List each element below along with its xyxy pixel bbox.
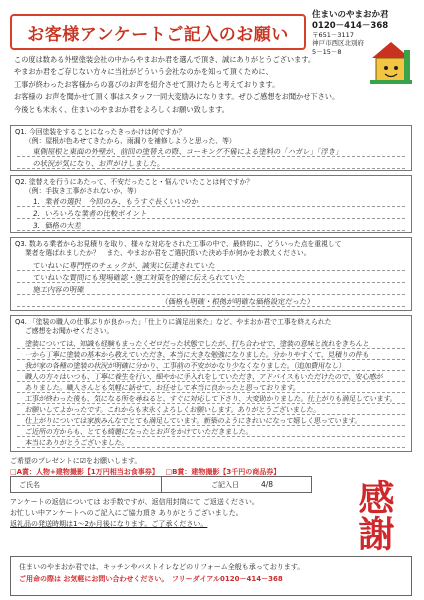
answer-4-line: 塗装については、知識も経験もまったくゼロだった状態でしたが、打ち合わせで、塗装の意味と流れをきちんと <box>24 339 370 348</box>
answer-2-line-2: 2．いろいろな業者の比較ポイント <box>32 209 148 218</box>
divider <box>161 477 162 492</box>
company-address: 神戸市西区北別府 <box>312 39 364 48</box>
answer-4-line: ありました。職人さんとも気軽に話せて、お任せして本当に良かったと思っております。 <box>24 383 301 392</box>
intro-line: 今後とも末永く、住まいのやまおか君をよろしくお願い致します。 <box>14 104 229 114</box>
answer-4-line: 工事が終わった後も、気になる所を尋ねると、すぐに対応して下さり、大変助かりました。仕上がりも満足しています。 <box>24 394 398 403</box>
answer-3-line-3: 施工内容の明確 <box>32 285 85 294</box>
answer-4-line: 仕上がりについては家族みんなでとても満足しています。新築のようにきれいになって嬉しく思っています。 <box>24 416 363 425</box>
bottom-line: 住まいのやまおか君では、キッチンやバストイレなどのリフォーム全般も承っております。 <box>19 563 305 571</box>
mascot-house-icon <box>366 36 416 88</box>
question-1-example: （例：屋根が色あせてきたから、雨漏りを補修しようと思った、等） <box>25 137 236 145</box>
company-address-num: 5－15－8 <box>312 47 342 56</box>
present-option-b[interactable]: □B賞：建物撮影【3千円の商品券】 <box>165 468 281 476</box>
question-3-box <box>10 237 412 311</box>
present-section <box>10 456 280 478</box>
question-2: Q2. 塗替えを行うにあたって、不安だったこと・悩んでいたことは何ですか？ <box>15 178 254 186</box>
answer-3-line-2: ていねいな質問にも現場確認・施工対策を的確に伝えられていた <box>32 273 246 282</box>
title-text: お客様アンケートご記入のお願い <box>27 24 289 45</box>
kansha-text: 感謝 <box>353 479 395 551</box>
answer-4-line: 一から丁寧に塗装の基本から教えていただき、本当に大きな勉強になりました。分かりやすくて、見積りの件も <box>24 350 370 359</box>
company-phone: 0120－414－368 <box>312 20 389 31</box>
question-4: Q4. 「塗装の職人の仕事ぶりが良かった」「仕上りに満足出来た」など、やまおか君で工事を終えられた <box>15 318 332 326</box>
question-3: Q3. 数ある業者からお見積りを取り、様々な対応をされた工事の中で、最終的に、どういった点を重視して <box>15 240 342 248</box>
question-2-box <box>10 175 412 233</box>
answer-1-line-2: の状況が気になり、お声がけしました。 <box>32 159 165 168</box>
answer-4-line: 職人の方々はいつも、丁寧に養生を行い、細やかに手入れをしていただき、アドバイスもいただけたので、安心感が <box>24 372 384 381</box>
answer-3-line-4: （価格も明確・根拠が明確な価格設定だった） <box>160 297 315 306</box>
name-field-row <box>10 476 312 493</box>
page-title <box>10 14 306 50</box>
answer-2-line-3: 3．価格の大差 <box>32 221 82 230</box>
footer-line: アンケートの返信については お手数ですが、返信用封筒にて ご返送ください。 <box>10 498 259 506</box>
footer-line: お忙しい中アンケートへのご記入にご協力頂き ありがとうございました。 <box>10 509 243 517</box>
question-4-sub: ご感想をお聞かせください。 <box>25 327 114 335</box>
intro-line: この度は数ある外壁塗装会社の中からやまおか君を選んで頂き、誠にありがとうございます。 <box>14 55 316 64</box>
intro-line: 工事が終わったお客様からの喜びのお声を紹介させて頂けたらと考えております。 <box>14 79 280 89</box>
answer-4-line: 我が家の各種の塗装の状況が明確に分かり、工事前の不安がかなり少なくなりました。（追加費用なし） <box>24 361 346 370</box>
bottom-info-box <box>10 556 412 596</box>
bottom-line: ご用命の際は お気軽にお問い合わせください。 フリーダイアル0120－414－368 <box>19 575 283 583</box>
answer-3-line-1: ていねいに専門性のチェックが、誠実に伝達されていた <box>32 261 216 270</box>
company-name: 住まいのやまおか君 <box>312 10 389 20</box>
intro-text <box>14 54 364 116</box>
answer-4-line: ご近所の方からも、とても綺麗になったとお声をかけていただきました。 <box>24 427 254 436</box>
answer-4-line: お願いしてよかったです。これからも末永くよろしくお願いします。ありがとうございました。 <box>24 405 321 414</box>
question-2-example: （例：手抜き工事がされないか、等） <box>25 187 141 195</box>
question-4-box <box>10 315 412 452</box>
date-label: ご記入日 <box>211 481 239 489</box>
answer-1-line-1: 東側屋根と東面の外壁が、前回の塗替えの際、コーキング不備による塗料の「ハガレ」「浮き」 <box>32 147 344 156</box>
intro-line: やまおか君をご存じない方々に当社がどういう会社なのかを知って頂くために、 <box>14 67 273 77</box>
answer-2-line-1: 1．業者の選択 今回のみ、もうすぐ長くいいのか <box>32 197 200 206</box>
footer-note <box>10 497 259 530</box>
present-option-a[interactable]: □A賞：人物+建物撮影【1万円相当お食事券】 <box>10 468 159 476</box>
question-1-box <box>10 125 412 171</box>
date-value: 4/8 <box>261 480 274 489</box>
kansha-stamp <box>338 455 410 555</box>
question-3-sub: 業者を選ばれましたか？ また、やまおか君をご選択頂いた決め手が何かをお教えください。 <box>25 249 311 257</box>
intro-line: お客様の お声を聞かせて頂く事はスタッフ一同大変励みになります。ぜひご感想をお聞かせ下さい。 <box>14 92 340 102</box>
name-label: ご氏名 <box>19 481 40 489</box>
footer-line: 返礼品の発送時期は1～2か月後になります。ご了承ください。 <box>10 520 208 528</box>
company-postal: 〒651－3117 <box>312 31 354 40</box>
question-1: Q1. 今回塗装をすることになったきっかけは何ですか？ <box>15 128 186 136</box>
present-heading: ご希望のプレゼントに☑をお願いします。 <box>10 457 142 465</box>
answer-4-line: 本当にありがとうございました。 <box>24 438 129 447</box>
